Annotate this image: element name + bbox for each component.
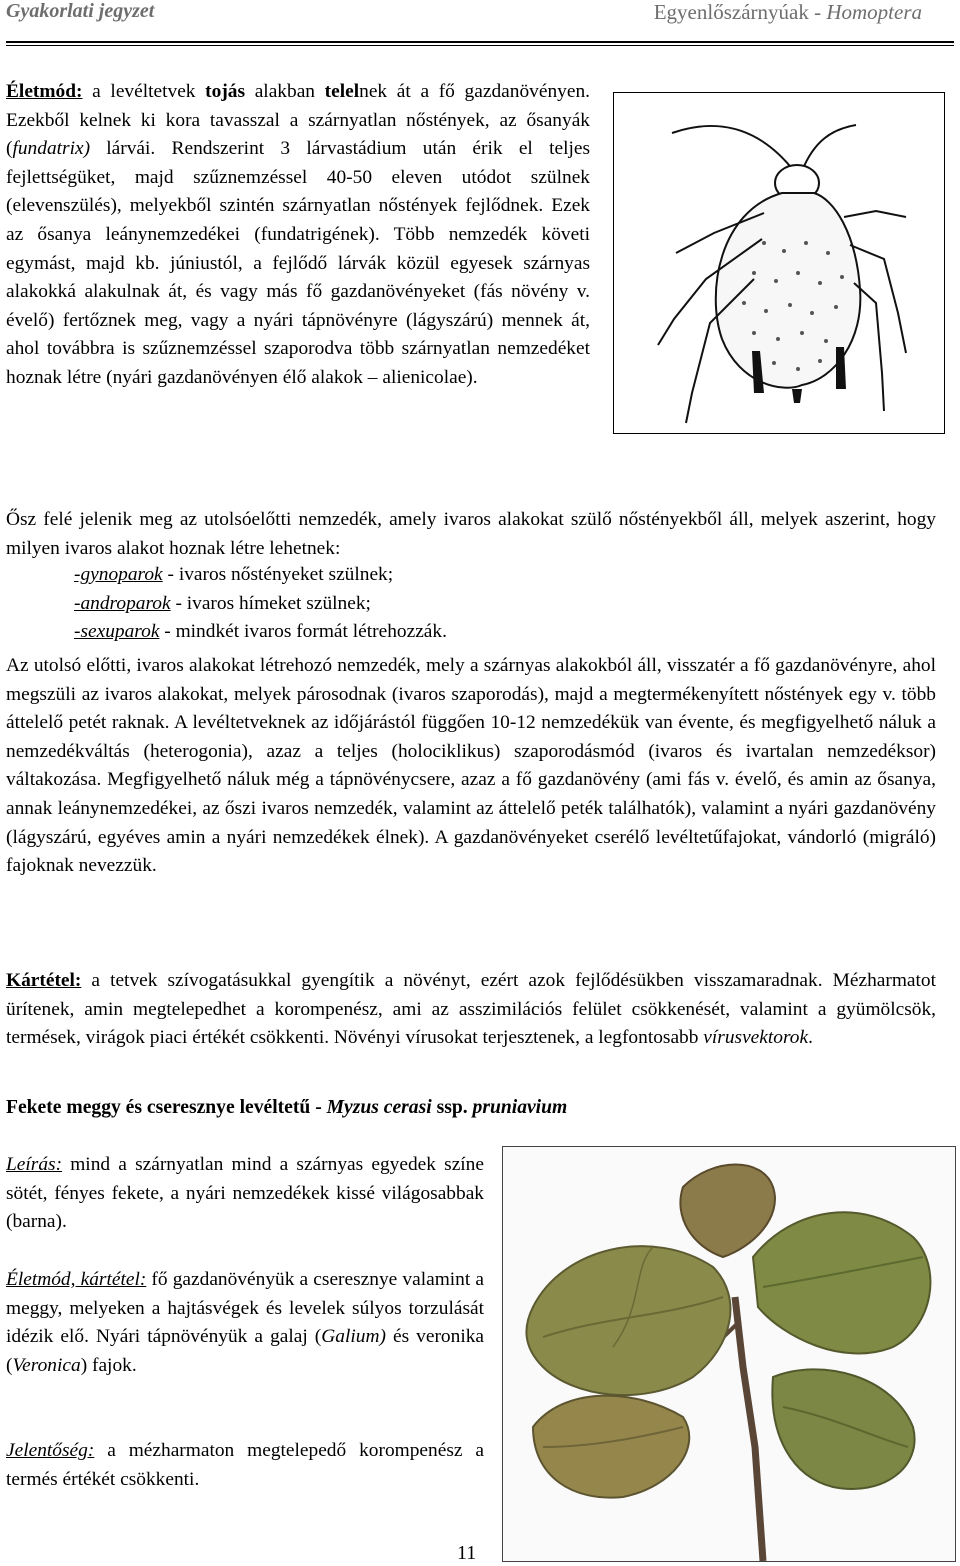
aphid-drawing [614,93,944,433]
bold-term: telel [324,81,360,102]
species-name: Fekete meggy és cseresznye levéltetű - [6,1097,327,1118]
sexual-generation-paragraph: Az utolsó előtti, ivaros alakokat létrehozó nemzedék, mely a szárnyas alakokból áll, visszatér a fő gazdanövényre, ahol megszüli az ivaros alakokat, melyek párosodnak (ivaros szaporodás), majd a megtermékenyített nőstények egy v. több áttelelő petét raknak. A levéltetveknek az időjárástól függően 10-12 nemzedékük van évente, és megfigyelhető náluk a nemzedékváltás (heterogonia), azaz a teljes (holociklikus) szaporodásmód (ivaros és ivartalan nemzedéksor) váltakozása. Megfigyelhető náluk még a tápnövénycsere, azaz a fő gazdanövény (ami fás v. évelő, és amin az ősanya, annak leánynemzedékei, az őszi ivaros nemzedék, valamint az áttelelő peték találhatók), valamint a nyári gazdanövény (lágyszárú, egyéves amin a nyári nemzedékek élnek). A gazdanövényeket cserélő levéltetűfajokat, vándorló (migráló) fajoknak nevezzük. [6,655,936,877]
header-right-text: Egyenlőszárnyúak - [653,0,827,24]
aphid-illustration [613,92,945,434]
italic-term: fundatrix) [12,138,91,160]
text-run: mind a szárnyatlan mind a szárnyas egyedek színe sötét, fényes fekete, a nyári nemzedékek kissé világosabbak (barna). [6,1154,484,1233]
significance-label: Jelentőség: [6,1440,95,1461]
text-run: a mézharmaton megtelepedő korompenész a termés értékét csökkenti. [6,1440,484,1490]
list-term: -sexuparok [74,621,160,643]
header-rule-thin [6,45,954,46]
species-latin: Myzus cerasi [326,1097,432,1118]
list-desc: - mindkét ivaros formát létrehozzák. [159,621,447,643]
text-run: és veronika ( [6,1326,485,1376]
list-term: -gynoparok [74,564,163,585]
text-run: ) fajok. [80,1354,137,1376]
description-paragraph [6,1151,484,1237]
list-item [6,561,936,590]
text-run: a levéltetvek [82,81,206,102]
list-desc: - ivaros hímeket szülnek; [170,592,371,614]
text-run: lárvái. Rendszerint 3 lárvastádium után érik el teljes fejlettségüket, majd szűznemzéssel 40-50 eleven utódot szülnek (elevenszülés), melyekből szintén szárnyatlan nőstények fejlődnek. Ezek az ősanya leánynemzedékei (fundatrigének). Több nemzedék követi egymást, majd kb. júniustól, a fejlődő lárvák közül egyesek szárnyas alakokká alakulnak át, és vagy más fő gazdanövényeket (fás növény v. évelő) fertőznek meg, vagy a nyári tápnövényre (lágyszárú) mennek át, ahol továbbra is szűznemzéssel szaporodva több szárnyatlan nemzedéket hoznak létre (nyári gazdanövényen élő alakok – alienicolae). [6,138,590,388]
leaf-damage-photo [502,1146,956,1562]
lifestyle-damage-paragraph [6,1266,484,1380]
damage-label: Kártétel: [6,970,82,991]
list-desc: - ivaros nőstényeket szülnek; [162,564,394,585]
curled-leaves-image [503,1147,955,1561]
text-run: . [808,1027,813,1049]
bold-term: tojás [205,81,246,102]
page-header [0,0,960,44]
generation-type-list [6,561,936,647]
text-run: a tetvek szívogatásukkal gyengítik a növényt, ezért azok fejlődésükben visszamaradnak. Mézharmatot ürítenek, amin megtelepedhet a korompenész, ami az asszimilációs felület csökkenését, valamint a gyümölcsök, termések, virágok piaci értékét csökkenti. Növényi vírusokat terjesztenek, a legfontosabb [6,970,936,1049]
life-cycle-paragraph [6,78,590,393]
damage-paragraph [6,967,936,1053]
header-right-italic: Homoptera [826,0,922,24]
text-run: fő gazdanövényük a cseresznye valamint a meggy, melyeken a hajtásvégek és levelek súlyos torzulását idézik elő. Nyári tápnövényük a galaj ( [6,1269,484,1348]
header-right-title [654,0,922,25]
description-label: Leírás: [6,1154,63,1175]
page-number: 11 [457,1542,477,1564]
header-left-title: Gyakorlati jegyzet [6,0,155,22]
life-cycle-label: Életmód: [6,81,83,102]
autumn-generation-intro: Ősz felé jelenik meg az utolsóelőtti nemzedék, amely ivaros alakokat szülő nőstényekből áll, melyek aszerint, hogy milyen ivaros alakot hoznak létre lehetnek: [6,509,936,559]
list-term: -androparok [74,592,171,614]
italic-term: Veronica [12,1354,81,1376]
header-rule-thick [6,41,954,43]
italic-term: vírusvektorok [703,1027,809,1049]
species-subspecies: pruniavium [472,1097,568,1118]
species-heading [6,1094,936,1123]
list-item [6,618,936,647]
list-item [6,590,936,619]
significance-paragraph [6,1437,484,1494]
lifestyle-label: Életmód, kártétel: [6,1269,147,1290]
text-run: alakban [245,81,325,102]
italic-term: Galium) [321,1326,386,1348]
species-ssp: ssp. [431,1097,473,1118]
text-run: nek át a fő gazdanövényen. Ezekből kelnek ki kora tavasszal a szárnyatlan nőstények, az ősanyák ( [6,81,590,160]
